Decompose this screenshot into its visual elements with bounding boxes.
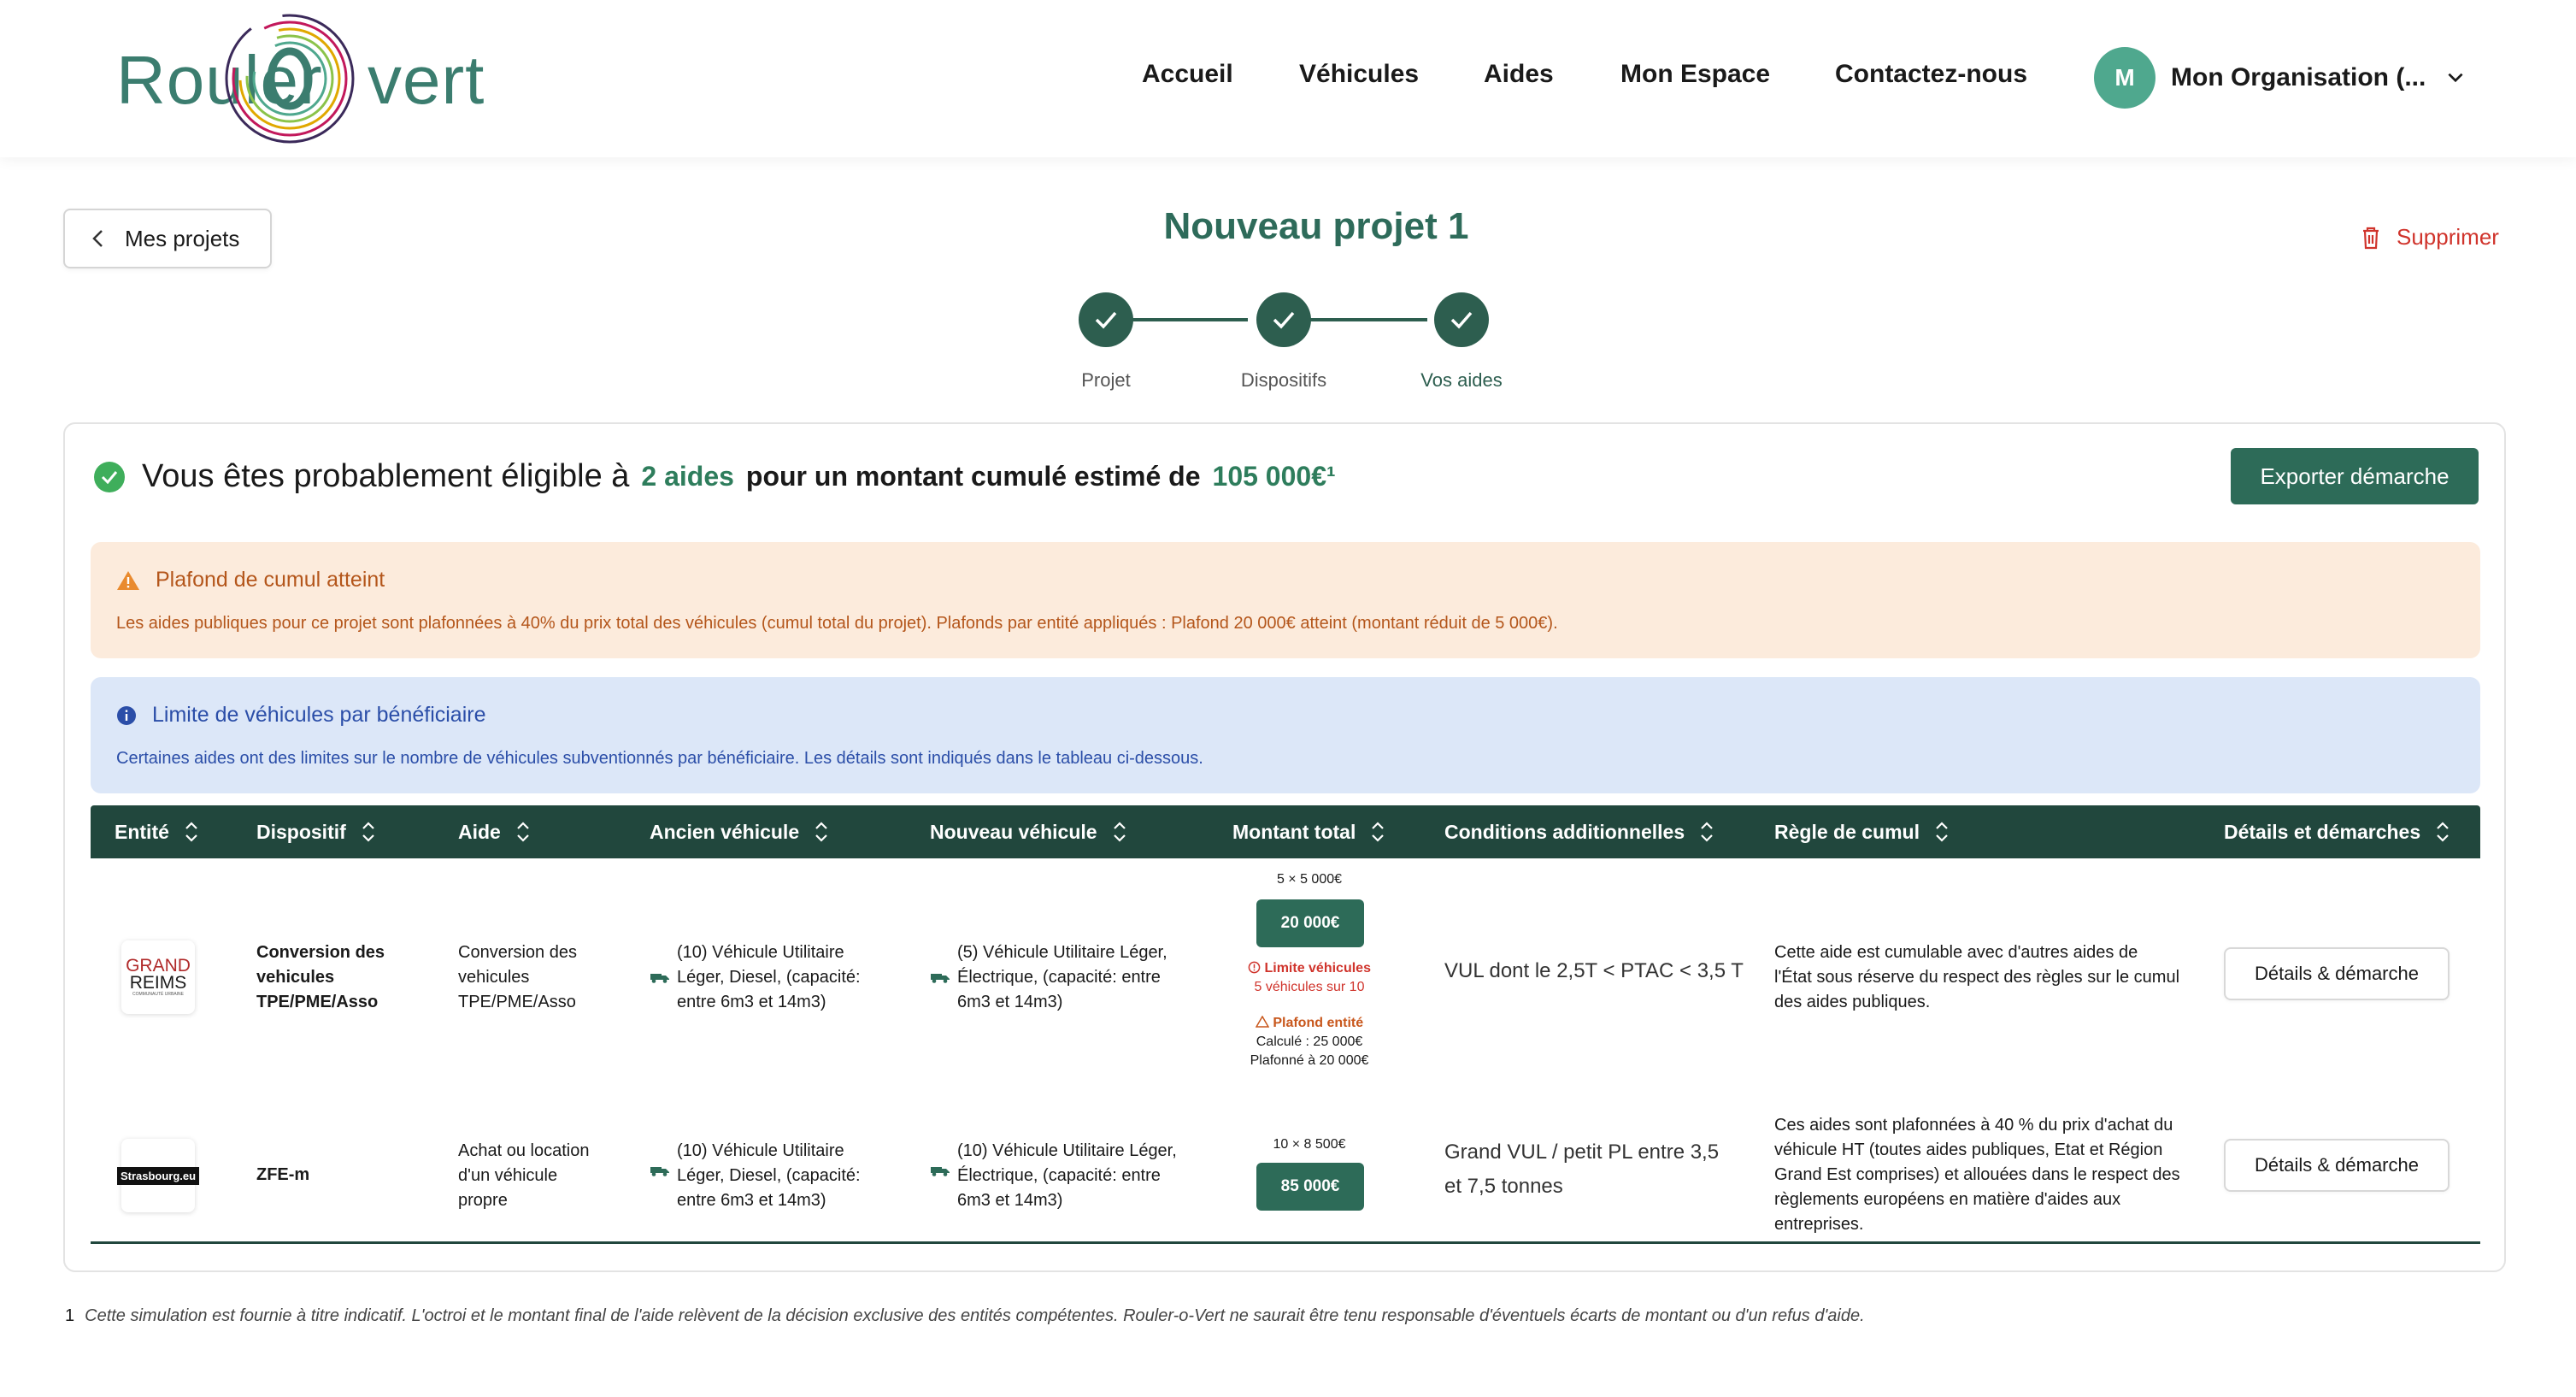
grand-reims-logo: GRAND REIMS COMMUNAUTÉ URBAINE [121, 940, 195, 1014]
th-aide[interactable]: Aide [458, 805, 530, 858]
step-label-vos-aides: Vos aides [1420, 369, 1503, 391]
calc-text: 10 × 8 500€ [1273, 1137, 1346, 1152]
calc-text: 5 × 5 000€ [1276, 872, 1343, 887]
details-button[interactable]: Détails & démarche [2224, 1139, 2450, 1192]
dispositif-cell: Conversion des vehicules TPE/PME/Asso [256, 943, 385, 1011]
sort-icon [815, 821, 828, 843]
cumul-cell: Cette aide est cumulable avec d'autres aides de l'État sous réserve du respect des règles sur le cumul des aides publiques. [1774, 943, 2180, 1011]
sort-icon [1113, 821, 1126, 843]
th-ancien-vehicule[interactable]: Ancien véhicule [650, 805, 828, 858]
table-row [91, 858, 2480, 1072]
back-to-projects-button[interactable] [63, 209, 272, 268]
organisation-menu[interactable] [2094, 46, 2467, 109]
info-title: Limite de véhicules par bénéficiaire [152, 703, 486, 727]
dispositif-cell: ZFE-m [256, 1165, 310, 1184]
sort-icon [185, 821, 198, 843]
avatar: M [2094, 47, 2155, 109]
organisation-name: Mon Organisation (... [2171, 63, 2426, 91]
warning-text: Les aides publiques pour ce projet sont plafonnées à 40% du prix total des véhicules (cumul total du projet). Plafonds par entité appliqués : Plafond 20 000€ atteint (montant réduit de 5 000€). [116, 614, 1558, 633]
sort-icon [2436, 821, 2450, 843]
check-circle-icon [94, 462, 125, 492]
vehicle-limit-warning: Limite véhicules 5 véhicules sur 10 [1224, 959, 1395, 997]
warning-icon [1256, 1016, 1269, 1028]
logo-text-right: vert [368, 42, 485, 118]
chevron-left-icon [91, 228, 106, 249]
conditions-cell: VUL dont le 2,5T < PTAC < 3,5 T [1444, 959, 1744, 982]
sort-icon [1371, 821, 1385, 843]
cumul-cell: Ces aides sont plafonnées à 40 % du prix d'achat du véhicule HT (toutes aides publiques, Etat et Région Grand Est comprises) et allouées dans le respect des règlements européens en matière d'aides aux entreprises. [1774, 1116, 2180, 1234]
eligibility-summary [94, 458, 1336, 495]
truck-icon [650, 971, 670, 983]
warning-title: Plafond de cumul atteint [156, 568, 385, 592]
amount-badge: 85 000€ [1256, 1163, 1364, 1211]
step-connector [1120, 318, 1248, 321]
export-button[interactable]: Exporter démarche [2231, 448, 2479, 504]
th-montant-total[interactable]: Montant total [1232, 805, 1385, 858]
truck-icon [930, 971, 950, 983]
th-conditions[interactable]: Conditions additionnelles [1444, 805, 1714, 858]
step-projet-check[interactable] [1079, 292, 1133, 347]
ancien-vehicule-cell: (10) Véhicule Utilitaire Léger, Diesel, (capacité: entre 6m3 et 14m3) [677, 943, 861, 1011]
table-bottom-border [91, 1241, 2480, 1244]
ancien-vehicule-cell: (10) Véhicule Utilitaire Léger, Diesel, (capacité: entre 6m3 et 14m3) [677, 1141, 861, 1210]
footnote [65, 1306, 1865, 1326]
truck-icon [650, 1164, 670, 1176]
info-text: Certaines aides ont des limites sur le nombre de véhicules subventionnés par bénéficiaire. Les détails sont indiqués dans le tableau ci-dessous. [116, 749, 1203, 768]
step-dispositifs-check[interactable] [1256, 292, 1311, 347]
th-dispositif[interactable]: Dispositif [256, 805, 375, 858]
nav-mon-espace[interactable]: Mon Espace [1620, 60, 1771, 88]
progress-stepper [1068, 291, 1530, 393]
vehicle-limit-text: 5 véhicules sur 10 [1254, 980, 1365, 994]
warning-alert [91, 542, 2480, 658]
nouveau-vehicule-cell: (5) Véhicule Utilitaire Léger, Électrique, (capacité: entre 6m3 et 14m3) [957, 943, 1167, 1011]
nav-vehicules[interactable]: Véhicules [1299, 60, 1420, 88]
footnote-marker: 1 [65, 1306, 75, 1325]
aide-cell: Conversion des vehicules TPE/PME/Asso [458, 943, 577, 1011]
top-header [0, 0, 2576, 157]
logo-text-left: Rouler [116, 42, 323, 118]
eligibility-text-2: pour un montant cumulé estimé de [745, 461, 1201, 492]
aide-cell: Achat ou location d'un véhicule propre [458, 1141, 590, 1210]
sort-icon [362, 821, 375, 843]
amount-badge: 20 000€ [1256, 899, 1364, 947]
footnote-text: Cette simulation est fournie à titre indicatif. L'octroi et le montant final de l'aide relèvent de la décision exclusive des entités compétentes. Rouler-o-Vert ne saurait être tenu responsable d'éventuels écarts de montant ou d'un refus d'aide. [85, 1306, 1865, 1325]
th-regle-cumul[interactable]: Règle de cumul [1774, 805, 1949, 858]
logo-rings-icon [217, 10, 362, 147]
nav-aides[interactable]: Aides [1484, 60, 1554, 88]
th-details[interactable]: Détails et démarches [2224, 805, 2450, 858]
info-icon [116, 705, 137, 726]
delete-label: Supprimer [2397, 224, 2499, 250]
table-row [91, 1072, 2480, 1241]
eligibility-amount: 105 000€¹ [1212, 461, 1336, 492]
warning-icon [116, 570, 140, 591]
eligibility-count: 2 aides [641, 461, 734, 492]
delete-button[interactable] [2361, 224, 2499, 251]
step-vos-aides-check[interactable] [1434, 292, 1489, 347]
eligibility-text-1: Vous êtes probablement éligible à [142, 458, 630, 494]
rouler-o-vert-logo[interactable] [113, 10, 485, 147]
nav-accueil[interactable]: Accueil [1142, 60, 1233, 88]
th-entite[interactable]: Entité [115, 805, 198, 858]
nouveau-vehicule-cell: (10) Véhicule Utilitaire Léger, Électrique, (capacité: entre 6m3 et 14m3) [957, 1141, 1177, 1210]
sort-icon [1700, 821, 1714, 843]
page-title: Nouveau projet 1 [1163, 205, 1469, 247]
step-connector [1299, 318, 1427, 321]
entity-cap-info: Plafond entité Calculé : 25 000€ Plafonné à 20 000€ [1250, 1016, 1369, 1068]
alert-circle-icon [1248, 961, 1261, 974]
nav-contact[interactable]: Contactez-nous [1835, 60, 2027, 88]
strasbourg-logo: Strasbourg.eu [121, 1139, 195, 1212]
step-label-projet: Projet [1081, 369, 1131, 391]
conditions-cell: Grand VUL / petit PL entre 3,5 et 7,5 tonnes [1444, 1141, 1720, 1198]
check-icon [1272, 310, 1296, 329]
truck-icon [930, 1164, 950, 1176]
sort-icon [1935, 821, 1949, 843]
table-header [91, 805, 2480, 858]
step-label-dispositifs: Dispositifs [1240, 369, 1327, 391]
details-button[interactable]: Détails & démarche [2224, 947, 2450, 1000]
th-nouveau-vehicule[interactable]: Nouveau véhicule [930, 805, 1126, 858]
info-alert [91, 677, 2480, 793]
chevron-down-icon [2444, 67, 2467, 89]
check-icon [1094, 310, 1118, 329]
back-button-label: Mes projets [125, 225, 240, 251]
results-card [63, 422, 2506, 1272]
check-icon [1450, 310, 1473, 329]
sort-icon [516, 821, 530, 843]
trash-icon [2361, 226, 2381, 250]
